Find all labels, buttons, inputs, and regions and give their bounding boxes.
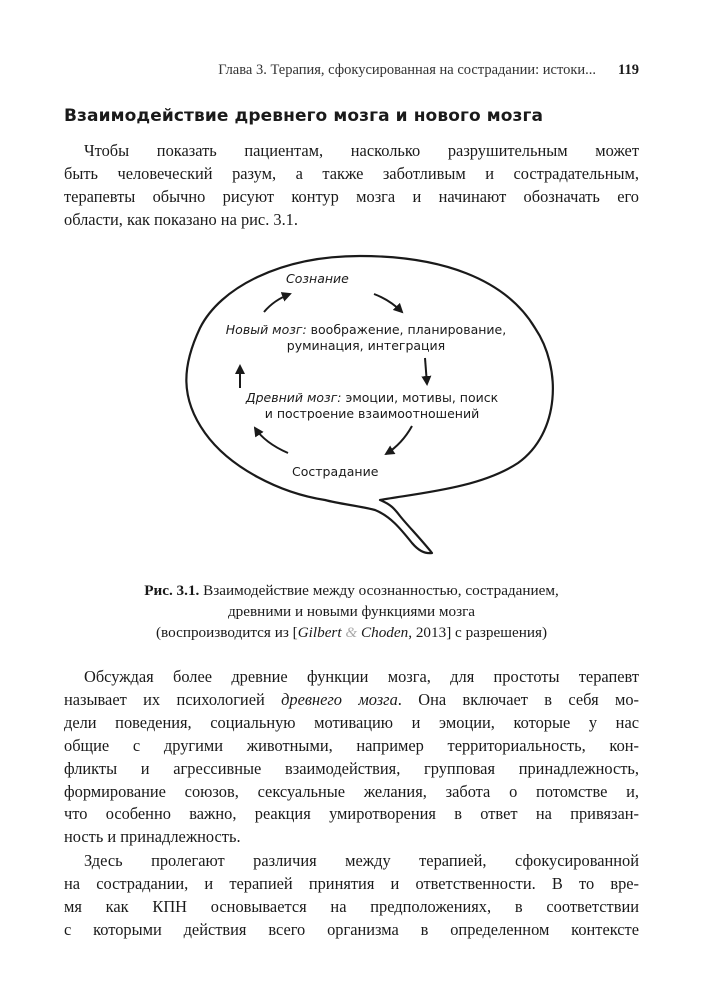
paragraph-line: называет их психологией древнего мозга. Она включает в себя мо- — [64, 689, 640, 709]
caption-label: Рис. 3.1. — [144, 582, 200, 599]
paragraph-line: дели поведения, социальную мотивацию и эмоции, которые у нас — [64, 712, 639, 732]
caption-line1: Взаимодействие между осознанностью, состраданием, — [203, 582, 559, 599]
paragraph-line: с которыми действия всего организма в определенном контексте — [64, 919, 639, 939]
paragraph-line: фликты и агрессивные взаимодействия, групповая принадлежность, — [64, 758, 639, 778]
paragraph-line: мя как КПН основывается на предположениях, в соответствии — [64, 896, 639, 916]
page-number: 119 — [618, 62, 639, 78]
paragraph-line: на сострадании, и терапией принятия и ответственности. В то вре- — [64, 873, 639, 893]
paragraph-old-brain — [64, 666, 639, 849]
brain-diagram — [150, 248, 570, 558]
paragraph-line: что особенно важно, реакция умиротворения в ответ на привязан- — [64, 804, 639, 824]
figure-caption — [64, 580, 639, 643]
paragraph-line: Здесь пролегают различия между терапией, сфокусированной — [84, 851, 639, 870]
old-brain-text2: и построение взаимоотношений — [264, 406, 480, 421]
new-brain-text2: руминация, интеграция — [286, 338, 446, 353]
new-brain-text: воображение, планирование, — [310, 322, 507, 337]
chapter-title: Глава 3. Терапия, сфокусированная на сострадании: истоки... — [218, 62, 597, 78]
paragraph-line: терапевты обычно рисуют контур мозга и начинают обозначать его — [64, 186, 639, 206]
running-head — [64, 62, 639, 79]
paragraph-intro — [64, 140, 639, 232]
caption-author1: Gilbert — [297, 624, 342, 641]
paragraph-line: Чтобы показать пациентам, насколько разрушительным может — [84, 141, 639, 160]
old-brain-text: эмоции, мотивы, поиск — [345, 390, 499, 405]
awareness-label: Сознание — [286, 271, 349, 286]
new-brain-label — [196, 322, 536, 354]
paragraph-differences — [64, 850, 639, 942]
caption-ampersand: & — [345, 624, 358, 641]
emphasis-old-brain: древнего мозга — [281, 689, 398, 709]
arrow-oldbrain-to-compassion — [386, 426, 412, 454]
paragraph-line: формирование союзов, сексуальные желания, забота о потомстве и, — [64, 781, 639, 801]
paragraph-line: быть человеческий разум, а также заботливым и сострадательным, — [64, 163, 639, 183]
paragraph-line: области, как показано на рис. 3.1. — [64, 209, 298, 229]
arrow-compassion-to-oldbrain — [255, 428, 288, 453]
compassion-label: Сострадание — [292, 464, 379, 479]
paragraph-line: ность и принадлежность. — [64, 827, 241, 847]
paragraph-line: общие с другими животными, например территориальность, кон- — [64, 735, 639, 755]
arrow-newbrain-to-awareness — [264, 294, 290, 312]
old-brain-term: Древний мозг: — [245, 390, 342, 405]
arrow-newbrain-to-oldbrain — [425, 358, 427, 384]
paragraph-line: Обсуждая более древние функции мозга, для простоты терапевт — [84, 667, 639, 686]
section-heading: Взаимодействие древнего мозга и нового мозга — [64, 106, 544, 126]
caption-line2: древними и новыми функциями мозга — [227, 603, 476, 620]
caption-line3-pre: (воспроизводится из [ — [156, 624, 298, 641]
caption-line3-post: , 2013] с разрешения) — [408, 624, 547, 641]
old-brain-label — [202, 390, 542, 422]
new-brain-term: Новый мозг: — [225, 322, 307, 337]
caption-author2: Choden — [360, 624, 409, 641]
arrow-awareness-to-newbrain — [374, 294, 402, 312]
